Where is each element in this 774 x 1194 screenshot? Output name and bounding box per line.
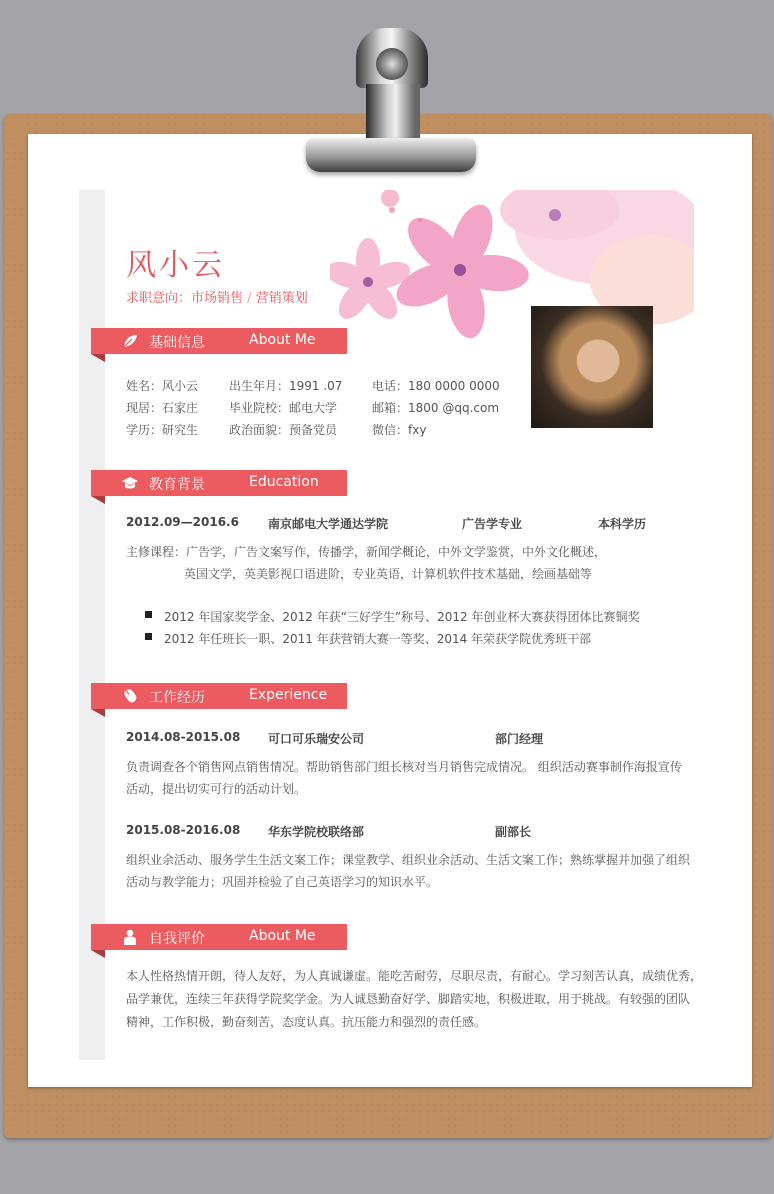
section-header-experience: 工作经历 Experience	[91, 683, 347, 709]
section-header-self: 自我评价 About Me	[91, 924, 347, 950]
bullet-marker	[145, 611, 152, 618]
edu-level: 本科学历	[598, 517, 647, 531]
edu-award-2: 2012 年任班长一职、2011 年获营销大赛一等奖、2014 年荣获学院优秀班干部	[164, 632, 592, 646]
exp-desc-line-1: 负责调查各个销售网点销售情况。帮助销售部门组长核对当月销售完成情况。 组织活动赛事制作海报宣传	[126, 760, 682, 774]
edu-courses-line-2: 英国文学，英美影视口语进阶，专业英语，计算机软件技术基础，绘画基础等	[184, 567, 593, 581]
info-name: 姓名：风小云	[126, 379, 199, 393]
info-location: 现居：石家庄	[126, 401, 199, 415]
edu-school: 南京邮电大学通达学院	[268, 517, 389, 531]
exp-role: 部门经理	[495, 732, 544, 746]
job-intent: 求职意向：市场销售 / 营销策划	[126, 291, 308, 306]
info-email: 邮箱：1800 @qq.com	[372, 401, 500, 415]
binder-clip-neck	[366, 84, 420, 140]
section-header-education: 教育背景 Education	[91, 470, 347, 496]
candidate-name: 风小云	[126, 248, 225, 283]
exp-period: 2015.08-2016.08	[126, 823, 241, 837]
section-header-basic: 基础信息 About Me	[91, 328, 347, 354]
exp-company: 华东学院校联络部	[268, 825, 365, 839]
exp-company: 可口可乐瑞安公司	[268, 732, 365, 746]
leaf-icon	[121, 332, 139, 350]
edu-courses-line-1: 主修课程：广告学，广告文案写作，传播学，新闻学概论，中外文学鉴赏，中外文化概述，	[126, 545, 607, 559]
binder-clip-hole	[376, 48, 408, 80]
self-eval-line-3: 精神，工作积极，勤奋刻苦，态度认真。抗压能力和强烈的责任感。	[126, 1015, 487, 1029]
info-school: 毕业院校：邮电大学	[229, 401, 338, 415]
info-political: 政治面貌：预备党员	[229, 423, 338, 437]
exp-desc-line-2: 活动与教学能力；巩固并检验了自己英语学习的知识水平。	[126, 875, 439, 889]
exp-role: 副部长	[495, 825, 532, 839]
exp-desc-line-2: 活动，提出切实可行的活动计划。	[126, 782, 307, 796]
person-icon	[121, 928, 139, 946]
info-birth: 出生年月：1991 .07	[229, 379, 343, 393]
exp-period: 2014.08-2015.08	[126, 730, 241, 744]
self-eval-line-1: 本人性格热情开朗，待人友好，为人真诚谦虚。能吃苦耐劳，尽职尽责，有耐心。学习刻苦认真，成绩优秀，	[126, 969, 703, 983]
profile-photo	[531, 306, 653, 428]
binder-clip-base	[306, 138, 476, 172]
info-phone: 电话：180 0000 0000	[372, 379, 500, 393]
info-degree: 学历：研究生	[126, 423, 199, 437]
info-wechat: 微信：fxy	[372, 423, 427, 437]
edu-major: 广告学专业	[462, 517, 523, 531]
bullet-marker	[145, 633, 152, 640]
exp-desc-line-1: 组织业余活动、服务学生生活文案工作；课堂教学、组织业余活动、生活文案工作；熟练掌握并加强了组织	[126, 853, 691, 867]
self-eval-line-2: 品学兼优，连续三年获得学院奖学金。为人诚恳勤奋好学、脚踏实地，积极进取，用于挑战。有较强的团队	[126, 992, 691, 1006]
mouse-icon	[121, 687, 139, 705]
edu-period: 2012.09—2016.6	[126, 515, 239, 529]
edu-award-1: 2012 年国家奖学金、2012 年获“三好学生”称号、2012 年创业杯大赛获得团体比赛铜奖	[164, 610, 640, 624]
graduation-cap-icon	[121, 474, 139, 492]
